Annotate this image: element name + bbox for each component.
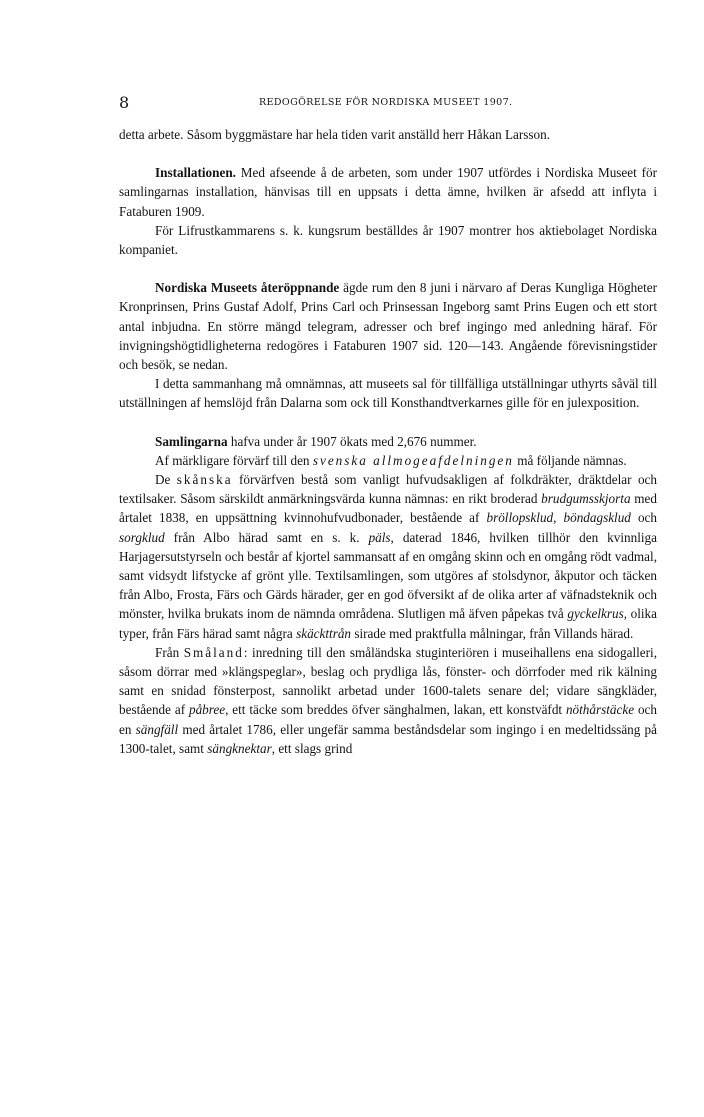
term: böndagsklud <box>563 510 631 526</box>
term: sorgklud <box>119 529 165 545</box>
paragraph: detta arbete. Såsom byggmästare har hela tiden varit anställd herr Håkan Larsson. <box>119 127 551 142</box>
emphasis: Småland <box>183 644 244 660</box>
term: sängfäll <box>135 721 179 737</box>
section-heading: Nordiska Museets återöppnande <box>155 280 340 296</box>
term: päls <box>368 529 391 545</box>
term: påbree <box>188 702 226 718</box>
page-header <box>119 93 657 115</box>
paragraph: För Lifrustkammarens s. k. kungsrum beställdes år 1907 montrer hos aktiebolaget Nordiska kompaniet. <box>119 222 657 258</box>
paragraph-aterOppnande: Nordiska Museets återöppnande ägde rum den 8 juni i närvaro af Deras Kungliga Högheter Kronprinsen, Prins Gustaf Adolf, Prins Carl och Prinsessan Ingeborg samt Prins Eugen och ett stort antal inbjudna. En större mängd telegram, adresser och bref ingingo med anledning häraf. För invigningshögtidligheterna redogöres i Fataburen 1907 sid. 120—143. Angående förevisningstider och besök, se nedan. <box>119 280 657 373</box>
section-heading: Samlingarna <box>155 433 228 449</box>
term: gyckelkrus <box>567 606 624 622</box>
term: nöthårstäcke <box>565 702 635 718</box>
paragraph-skanska: De skånska förvärfven bestå som vanligt hufvudsakligen af folkdräkter, dräktdelar och textilsaker. Såsom särskildt anmärkningsvärda kunna nämnas: en rikt broderad brudgumsskjorta med årtalet 1838, en uppsättning kvinnohufvudbonader, bestående af bröllopsklud, böndagsklud och sorgklud från Albo härad samt en s. k. päls, daterad 1846, hvilken tillhör den kvinnliga Harjagersutstyrseln och består af kjortel sammansatt af en omgång skinn och en omgång rödt vadmal, samt vidsydt lifstycke af grönt ylle. Textilsamlingen, som utgöres af stolsdynor, åkputor och täcken från Albo, Frosta, Färs och Gärds härader, ger en god öfversikt af de olika arter af väfnadsteknik och mönster, hvilka brukats inom de nämnda områdena. Slutligen må äfven påpekas två gyckelkrus, olika typer, från Färs härad samt några skäckttrån sirade med praktfulla målningar, från Villands härad. <box>119 472 658 641</box>
body-text <box>119 125 657 758</box>
emphasis: skånska <box>176 472 233 488</box>
term: brudgumsskjorta <box>541 491 631 507</box>
term: sängknektar <box>207 740 272 756</box>
paragraph-samlingarna: Samlingarna hafva under år 1907 ökats med 2,676 nummer. <box>155 433 477 449</box>
paragraph: I detta sammanhang må omnämnas, att museets sal för tillfälliga utställningar uthyrts såväl till utställningen af hemslöjd från Dalarna som ock till Konsthandtverkarnes gille för en julexposition. <box>119 376 657 411</box>
page-number: 8 <box>119 93 130 112</box>
emphasis: svenska allmogeafdelningen <box>312 452 514 468</box>
paragraph-installationen: Installationen. Med afseende å de arbeten, som under 1907 utfördes i Nordiska Museet för samlingarnas installation, hänvisas till en uppsats i detta ämne, hvilken är afsedd att inflyta i Fataburen 1909. <box>119 165 657 219</box>
paragraph: Af märkligare förvärf till den svenska allmogeafdelningen må följande nämnas. <box>155 452 627 468</box>
running-title: REDOGÖRELSE FÖR NORDISKA MUSEET 1907. <box>259 97 513 108</box>
term: bröllopsklud <box>486 510 554 526</box>
term: skäckttrån <box>296 625 352 641</box>
paragraph-smaland: Från Småland: inredning till den småländska stuginteriören i museihallens ena sidogalleri, såsom dörrar med »klängspeglar», beslag och prydliga lås, fönster- och dörrfoder med rik kälning samt en snidad fönsterpost, sannolikt arbetad under 1600-talets senare del; vidare sängkläder, bestående af påbree, ett täcke som breddes öfver sänghalmen, lakan, ett konstväfdt nöthårstäcke och en sängfäll med årtalet 1786, eller ungefär samma beståndsdelar som ingingo i en medeltidssäng på 1300-talet, samt sängknektar, ett slags grind <box>119 644 657 756</box>
section-heading: Installationen. <box>155 165 236 181</box>
